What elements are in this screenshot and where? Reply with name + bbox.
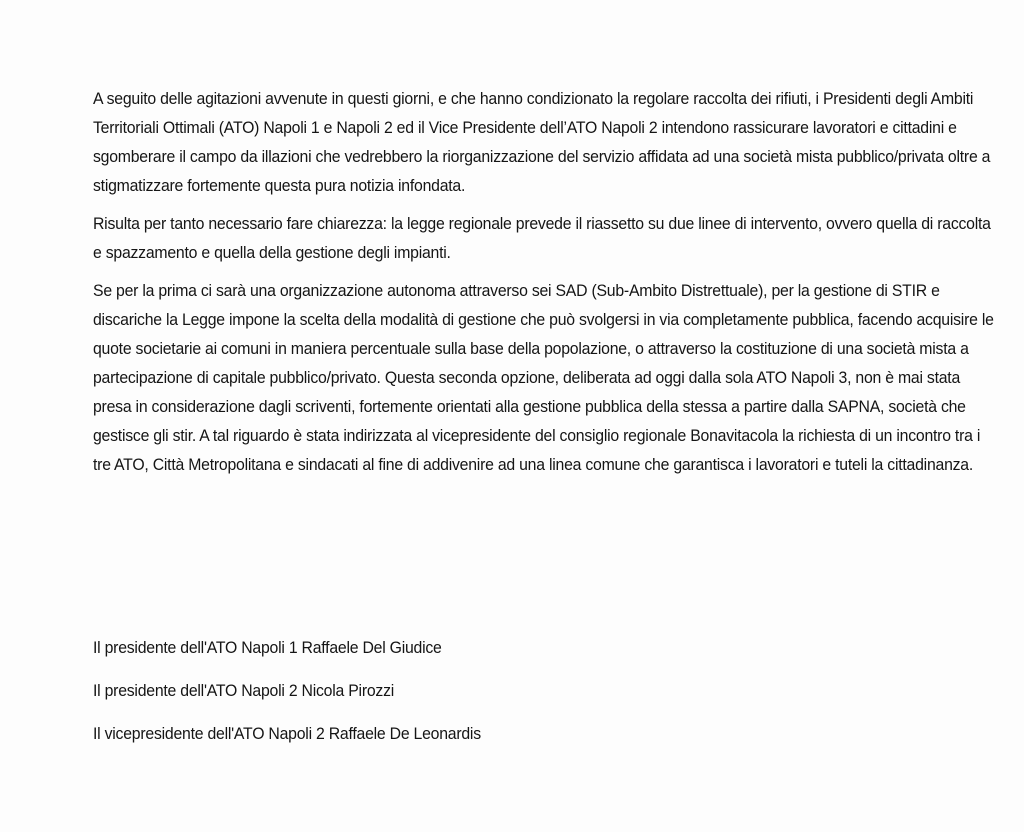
signature-block <box>93 633 793 762</box>
signature-line-ato-napoli-2-vice: Il vicepresidente dell'ATO Napoli 2 Raffaele De Leonardis <box>93 724 481 743</box>
paragraph-clarification: Risulta per tanto necessario fare chiarezza: la legge regionale prevede il riassetto su due linee di intervento, ovvero quella di raccolta e spazzamento e quella della gestione degli impianti. <box>93 214 991 262</box>
signature-line-ato-napoli-1: Il presidente dell'ATO Napoli 1 Raffaele Del Giudice <box>93 638 442 657</box>
letter-body <box>93 84 998 479</box>
paragraph-details: Se per la prima ci sarà una organizzazione autonoma attraverso sei SAD (Sub-Ambito Distrettuale), per la gestione di STIR e discariche la Legge impone la scelta della modalità di gestione che può svolgersi in via completamente pubblica, facendo acquisire le quote societarie ai comuni in maniera percentuale sulla base della popolazione, o attraverso la costituzione di una società mista a partecipazione di capitale pubblico/privato. Questa seconda opzione, deliberata ad oggi dalla sola ATO Napoli 3, non è mai stata presa in considerazione dagli scriventi, fortemente orientati alla gestione pubblica della stessa a partire dalla SAPNA, società che gestisce gli stir. A tal riguardo è stata indirizzata al vicepresidente del consiglio regionale Bonavitacola la richiesta di un incontro tra i tre ATO, Città Metropolitana e sindacati al fine di addivenire ad una linea comune che garantisca i lavoratori e tuteli la cittadinanza. <box>93 281 994 474</box>
signature-line-ato-napoli-2: Il presidente dell'ATO Napoli 2 Nicola Pirozzi <box>93 681 395 700</box>
paragraph-intro: A seguito delle agitazioni avvenute in questi giorni, e che hanno condizionato la regolare raccolta dei rifiuti, i Presidenti degli Ambiti Territoriali Ottimali (ATO) Napoli 1 e Napoli 2 ed il Vice Presidente dell’ATO Napoli 2 intendono rassicurare lavoratori e cittadini e sgomberare il campo da illazioni che vedrebbero la riorganizzazione del servizio affidata ad una società mista pubblico/privata oltre a stigmatizzare fortemente questa pura notizia infondata. <box>93 89 991 195</box>
